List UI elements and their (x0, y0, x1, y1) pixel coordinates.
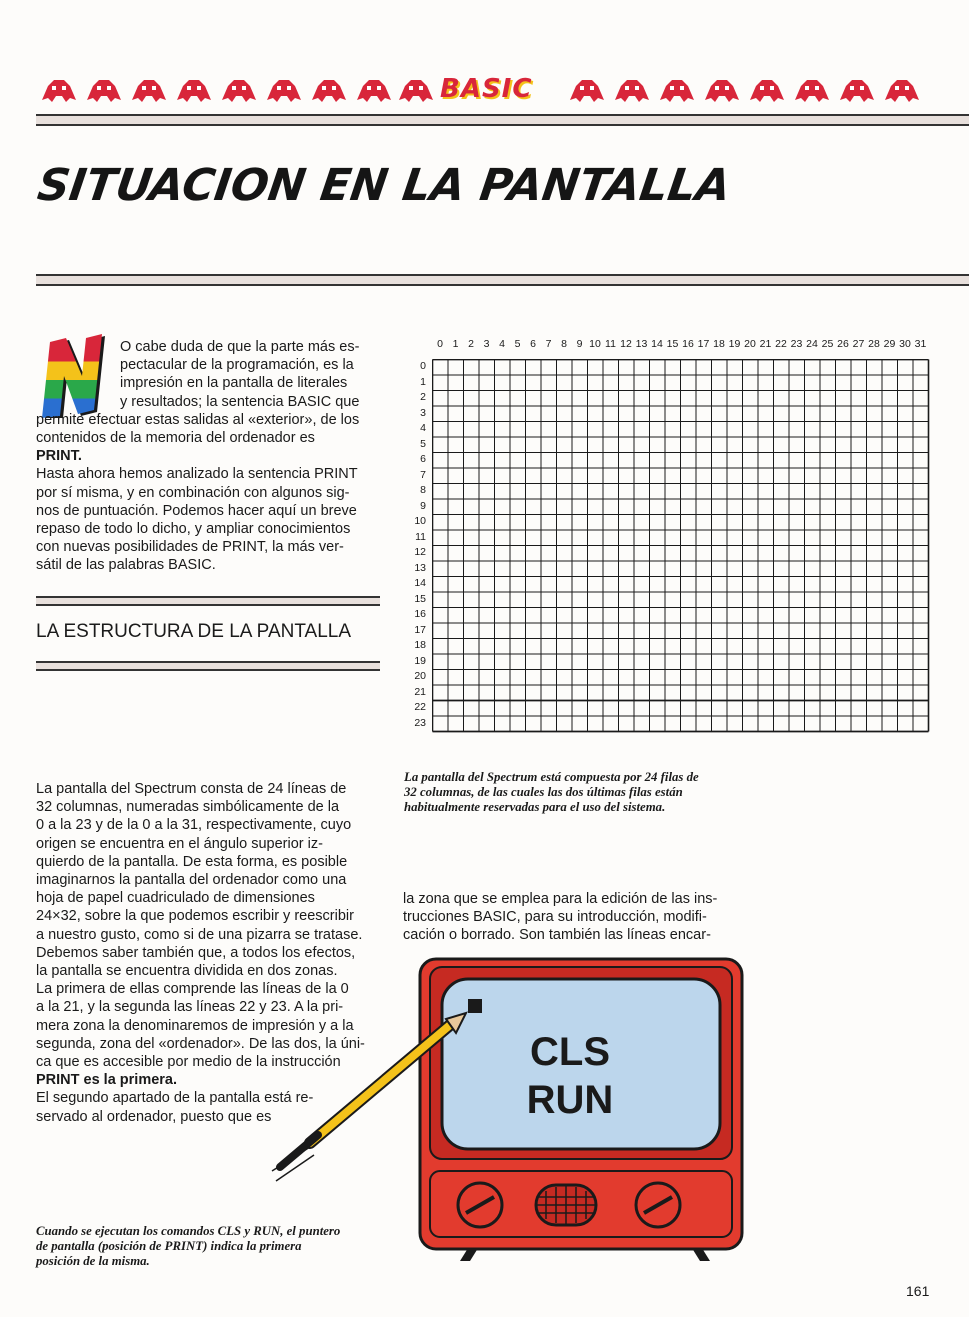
tv-screen-run: RUN (526, 1078, 614, 1122)
section-heading: LA ESTRUCTURA DE LA PANTALLA (36, 621, 352, 642)
invader-row-icon (566, 76, 942, 106)
intro-line: nos de puntuación. Podemos hacer aquí un breve (36, 502, 357, 519)
grid-row-number: 22 (414, 701, 426, 713)
grid-row-number: 16 (414, 608, 426, 620)
grid-column-numbers (432, 338, 930, 354)
body-line: hoja de papel cuadriculado de dimensiones (36, 890, 315, 907)
body-line: trucciones BASIC, para su introducción, modifi- (403, 909, 707, 926)
header-decoration-left (38, 76, 434, 108)
grid-row-number: 6 (420, 453, 426, 465)
grid-row-number: 9 (420, 499, 426, 512)
intro-line: y resultados; la sentencia BASIC que (120, 393, 360, 410)
intro-line: pectacular de la programación, es la (120, 357, 354, 374)
grid-column-number: 26 (837, 338, 849, 350)
body-line: ca que es accesible por medio de la instrucción (36, 1054, 341, 1071)
grid-row-number: 4 (420, 422, 426, 434)
body-line: a la 21, y la segunda las líneas 22 y 23. A la pri- (36, 999, 344, 1016)
intro-line: permite efectuar estas salidas al «exterior», de los (36, 411, 360, 428)
grid-column-number: 21 (759, 338, 772, 350)
grid-column-number: 17 (697, 338, 710, 350)
body-line: cación o borrado. Son también las líneas encar- (403, 927, 711, 944)
page-number: 161 (906, 1283, 930, 1299)
grid-column-number: 0 (437, 338, 443, 350)
invader-row-icon (38, 76, 434, 106)
intro-line: Hasta ahora hemos analizado la sentencia PRINT (36, 466, 358, 483)
grid-row-number: 5 (420, 437, 426, 450)
grid-caption (404, 770, 754, 815)
caption-line: de pantalla (posición de PRINT) indica la primera (36, 1239, 302, 1253)
subheading-rule-bottom (36, 661, 380, 671)
tv-illustration (270, 955, 750, 1265)
grid-column-number: 23 (790, 338, 803, 350)
header-rule (36, 114, 969, 126)
grid-row-number: 3 (420, 406, 426, 419)
grid-column-number: 28 (868, 338, 880, 350)
grid-column-number: 20 (744, 338, 756, 350)
body-line: Debemos saber también que, a todos los efectos, (36, 944, 356, 961)
grid-row-number: 7 (420, 468, 426, 481)
grid-row-number: 14 (414, 577, 426, 589)
grid-column-number: 31 (914, 338, 927, 350)
grid-row-number: 13 (414, 561, 426, 574)
grid-row-number: 15 (414, 592, 426, 605)
grid-row-number: 1 (420, 375, 426, 388)
grid-column-number: 5 (514, 338, 521, 350)
grid-column-number: 3 (483, 338, 490, 350)
grid-column-number: 11 (605, 338, 616, 350)
tv-screen-cls: CLS (530, 1030, 610, 1074)
grid-column-number: 15 (666, 338, 679, 350)
grid-column-number: 7 (545, 338, 552, 350)
intro-line: PRINT. (36, 448, 82, 465)
intro-line: impresión en la pantalla de literales (120, 375, 348, 392)
grid-column-number: 12 (620, 338, 632, 350)
grid-column-number: 16 (682, 338, 694, 350)
grid-column-number: 30 (899, 338, 911, 350)
caption-line: La pantalla del Spectrum está compuesta por 24 filas de (404, 770, 699, 784)
caption-line: 32 columnas, de las cuales las dos últimas filas están (404, 785, 683, 799)
screen-grid (432, 359, 932, 736)
caption-line: habitualmente reservadas para el uso del sistema. (404, 800, 666, 814)
page-title: SITUACION EN LA PANTALLA (34, 160, 734, 211)
grid-column-number: 10 (589, 338, 601, 350)
body-line: 24×32, sobre la que podemos escribir y reescribir (36, 908, 354, 925)
grid-row-number: 23 (414, 716, 426, 729)
subheading-rule-top (36, 596, 380, 606)
body-line: La pantalla del Spectrum consta de 24 líneas de (36, 781, 347, 797)
body-line: mera zona la denominaremos de impresión y a la (36, 1017, 354, 1034)
grid-column-number: 24 (806, 338, 818, 350)
grid-column-number: 4 (499, 338, 505, 350)
grid-row-number: 17 (414, 623, 426, 636)
body-line: 32 columnas, numeradas simbólicamente de la (36, 799, 340, 816)
caption-line: posición de la misma. (36, 1254, 150, 1268)
grid-column-number: 19 (728, 338, 741, 350)
grid-column-number: 6 (530, 338, 536, 350)
intro-line: con nuevas posibilidades de PRINT, la más ver- (36, 539, 344, 556)
body-line: El segundo apartado de la pantalla está re- (36, 1090, 314, 1107)
grid-row-number: 12 (414, 546, 426, 558)
intro-line: sátil de las palabras BASIC. (36, 557, 216, 574)
grid-column-number: 13 (635, 338, 648, 350)
grid-column-number: 1 (452, 338, 459, 350)
grid-column-number: 22 (775, 338, 787, 350)
intro-line: contenidos de la memoria del ordenador es (36, 430, 315, 447)
cursor-icon (468, 999, 482, 1013)
grid-column-number: 2 (468, 338, 474, 350)
intro-line: por sí misma, y en combinación con algunos sig- (36, 484, 350, 501)
header-decoration-right (566, 76, 942, 108)
grid-column-number: 14 (651, 338, 663, 350)
grid-row-number: 8 (420, 484, 426, 496)
body-line: origen se encuentra en el ángulo superior iz- (36, 835, 323, 852)
title-rule (36, 274, 969, 286)
grid-row-number: 11 (415, 530, 426, 543)
intro-line: repaso de todo lo dicho, y ampliar conocimientos (36, 521, 351, 538)
intro-line: O cabe duda de que la parte más es- (120, 339, 360, 355)
grid-column-number: 27 (852, 338, 865, 350)
grid-column-number: 25 (821, 338, 834, 350)
body-line: servado al ordenador, puesto que es (36, 1108, 272, 1125)
grid-row-number: 10 (414, 515, 426, 527)
tv-caption (36, 1224, 382, 1269)
intro-paragraph (36, 338, 379, 575)
grid-column-number: 18 (713, 338, 725, 350)
body-line: segunda, zona del «ordenador». De las dos, la úni- (36, 1035, 365, 1052)
body-right (403, 890, 747, 945)
grid-row-number: 19 (414, 654, 426, 667)
grid-row-number: 0 (420, 360, 426, 372)
grid-column-number: 9 (576, 338, 583, 350)
grid-row-number: 2 (420, 391, 426, 403)
body-line: quierdo de la pantalla. De esta forma, es posible (36, 853, 348, 870)
body-line: a nuestro gusto, como si de una pizarra se tratase. (36, 926, 363, 943)
body-line: 0 a la 23 y de la 0 a la 31, respectivamente, cuyo (36, 817, 352, 834)
caption-line: Cuando se ejecutan los comandos CLS y RUN, el puntero (36, 1224, 341, 1238)
grid-row-number: 21 (414, 685, 426, 698)
body-line: PRINT es la primera. (36, 1072, 178, 1089)
grid-row-number: 20 (414, 670, 426, 682)
body-line: imaginarnos la pantalla del ordenador como una (36, 872, 347, 889)
grid-column-number: 29 (883, 338, 896, 350)
grid-row-number: 18 (414, 639, 426, 651)
body-line: la zona que se emplea para la edición de las ins- (403, 891, 718, 907)
body-line: La primera de ellas comprende las líneas de la 0 (36, 981, 349, 998)
basic-logo: BASIC (440, 74, 533, 104)
body-line: la pantalla se encuentra dividida en dos zonas. (36, 963, 338, 980)
grid-column-number: 8 (561, 338, 567, 350)
